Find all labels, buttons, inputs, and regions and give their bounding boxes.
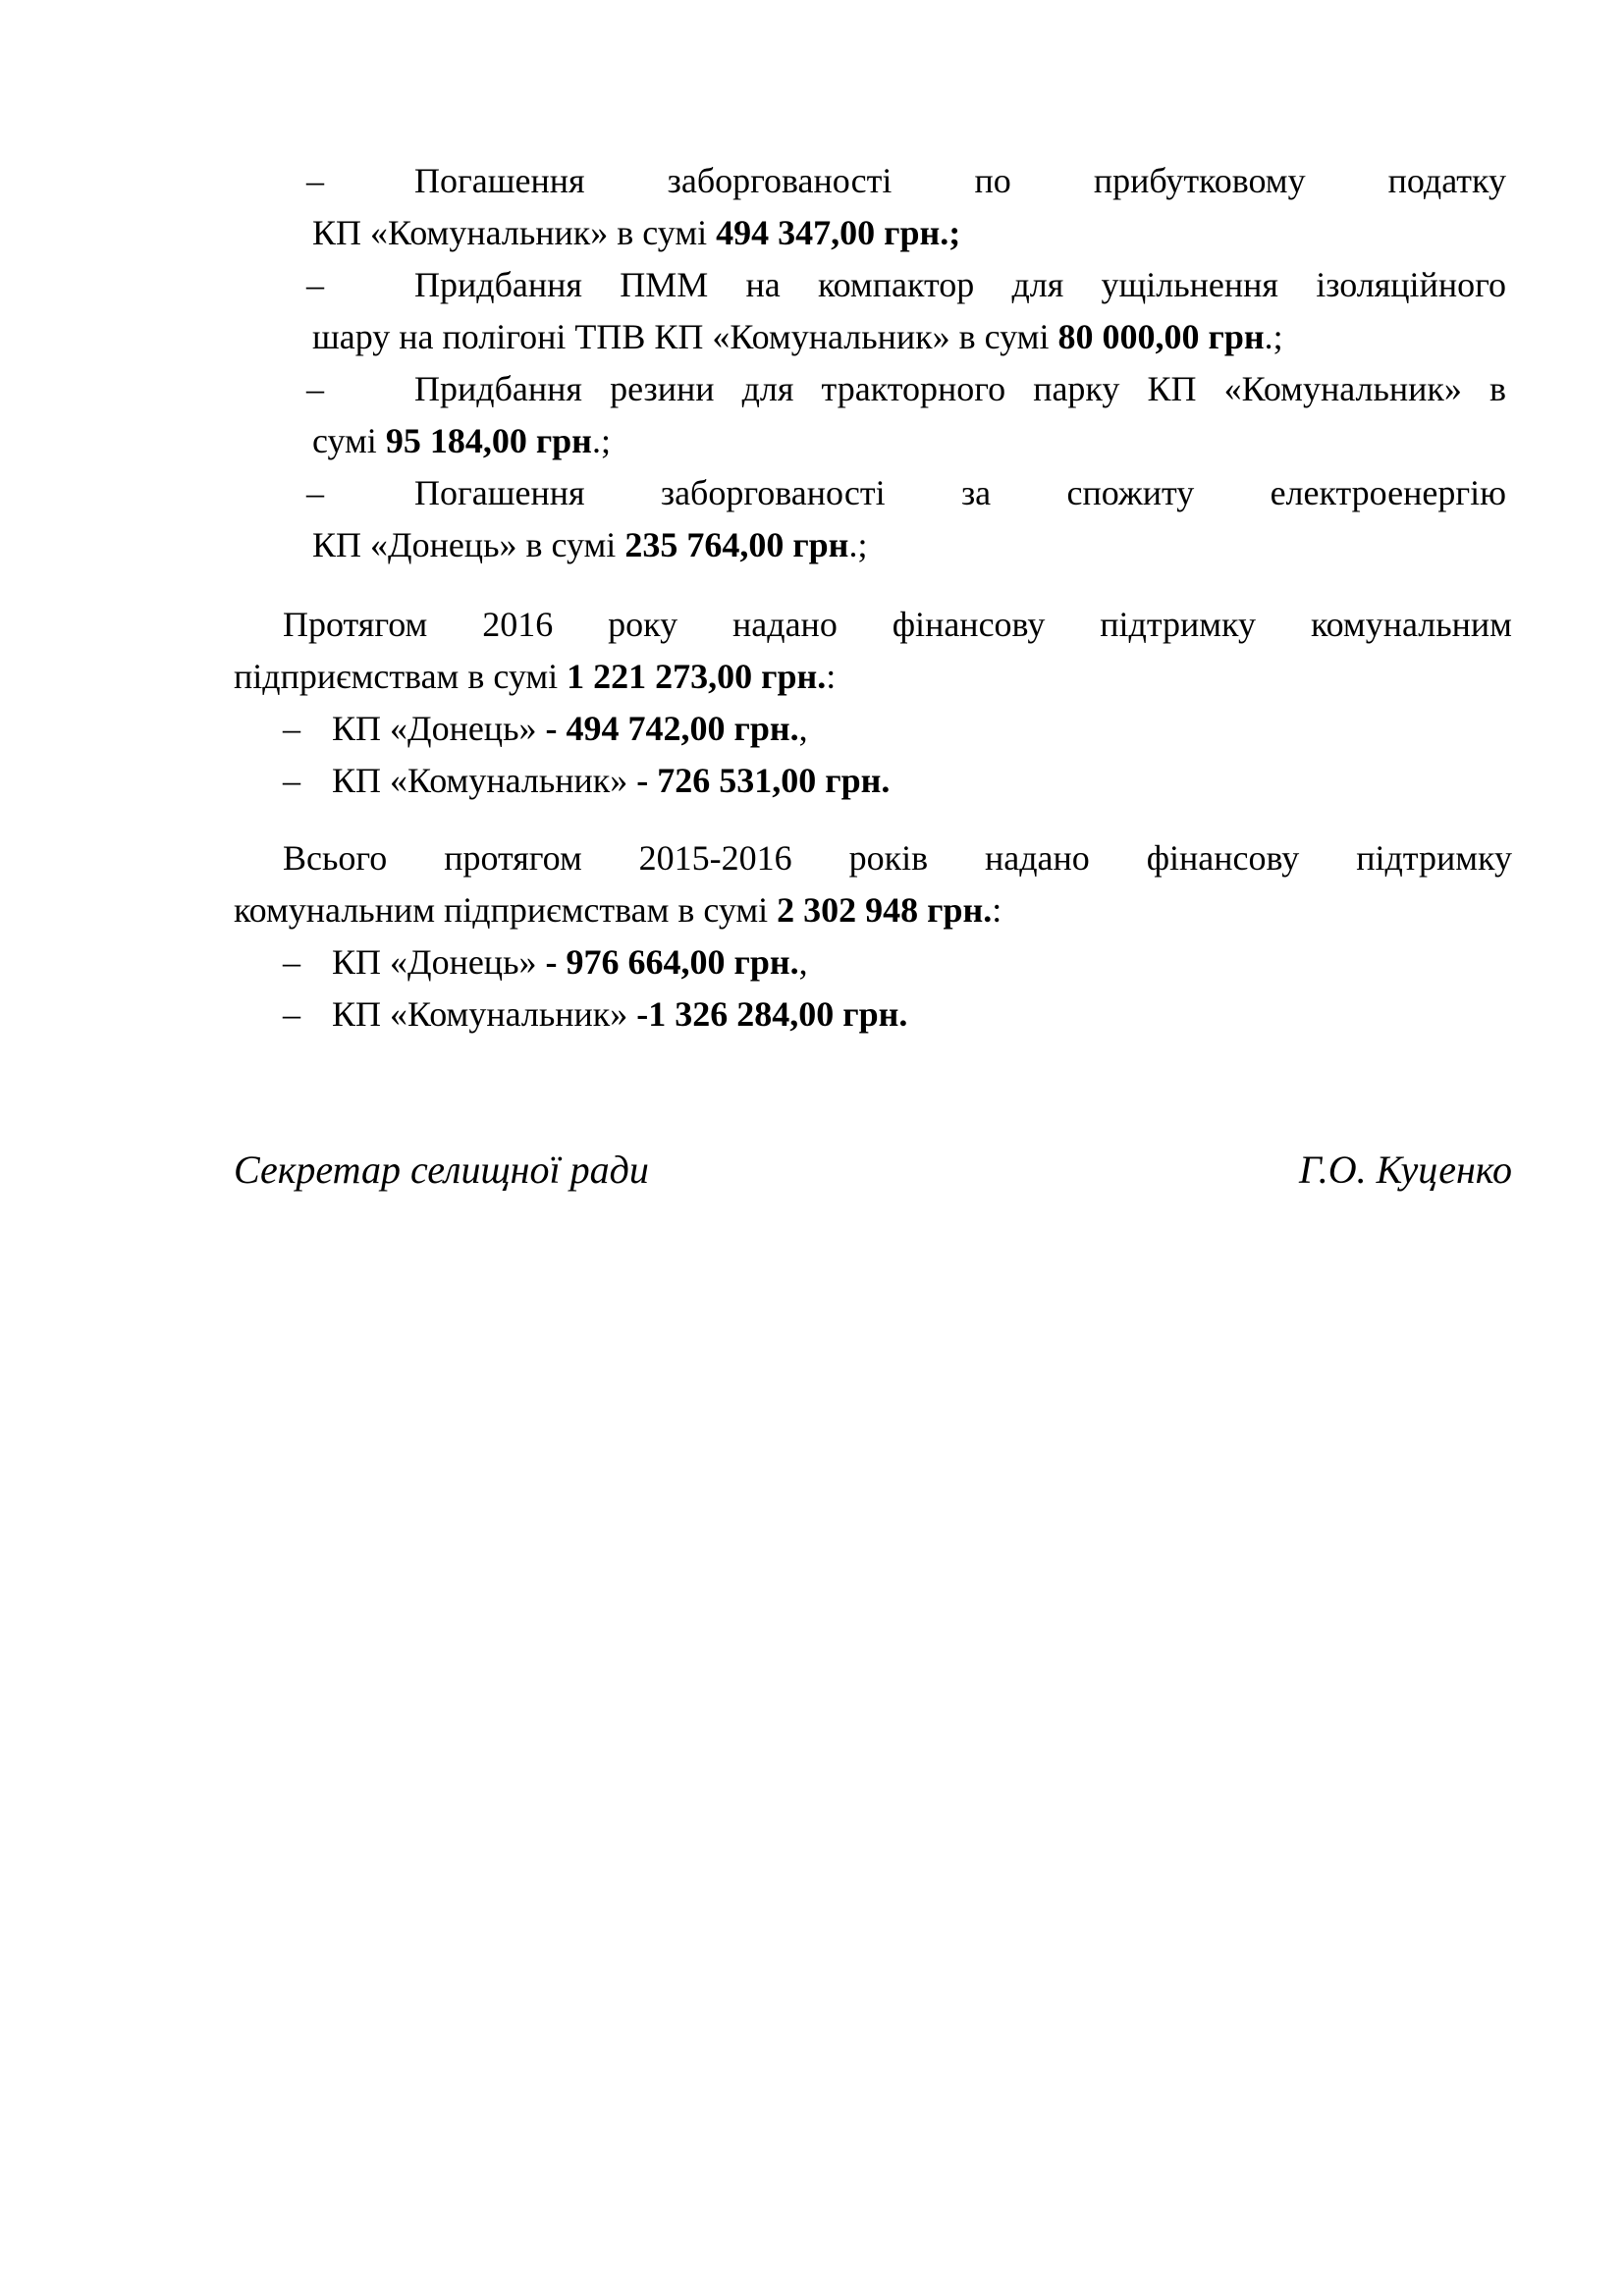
word: ПММ xyxy=(620,265,709,304)
signatory-title: Секретар селищної ради xyxy=(234,1148,649,1192)
paragraph-continuation: комунальним підприємствам в сумі 2 302 948 грн.: xyxy=(234,890,1002,930)
word: електроенергію xyxy=(1270,473,1506,512)
word: по xyxy=(974,161,1011,200)
word: року xyxy=(608,605,678,644)
word: ущільнення xyxy=(1101,265,1278,304)
list-dash: – xyxy=(306,369,324,408)
word: парку xyxy=(1033,369,1120,408)
word: фінансову xyxy=(1146,838,1300,878)
word: фінансову xyxy=(892,605,1046,644)
word: тракторного xyxy=(821,369,1006,408)
word: в xyxy=(1489,369,1506,408)
list-item: – КП «Донець» - 494 742,00 грн., xyxy=(234,703,1512,755)
amount: - 726 531,00 грн. xyxy=(627,761,891,800)
list-dash: – xyxy=(283,942,300,982)
list-item-continuation: сумі 95 184,00 грн.; xyxy=(312,421,611,460)
list-dash: – xyxy=(306,161,324,200)
word: заборгованості xyxy=(667,161,893,200)
word: підтримку xyxy=(1100,605,1257,644)
list-item-continuation: шару на полігоні ТПВ КП «Комунальник» в сумі 80 000,00 грн.; xyxy=(312,317,1283,356)
signatory-name: Г.О. Куценко xyxy=(1298,1148,1512,1192)
word: підтримку xyxy=(1356,838,1512,878)
list-item xyxy=(306,155,1512,259)
word: заборгованості xyxy=(660,473,886,512)
word: надано xyxy=(984,838,1090,878)
word: Погашення xyxy=(414,161,585,200)
word: ізоляційного xyxy=(1316,265,1506,304)
list-dash: – xyxy=(306,473,324,512)
word: Погашення xyxy=(414,473,585,512)
list-item xyxy=(306,363,1512,467)
word: для xyxy=(741,369,794,408)
support-total-paragraph xyxy=(234,832,1512,1041)
word: Протягом xyxy=(283,605,428,644)
amount: - 494 742,00 грн. xyxy=(536,709,799,748)
list-item: – КП «Донець» - 976 664,00 грн., xyxy=(234,936,1512,988)
list-item-continuation: КП «Комунальник» в сумі 494 347,00 грн.; xyxy=(312,213,961,252)
amount: 80 000,00 грн xyxy=(1057,317,1265,356)
word: КП xyxy=(1147,369,1197,408)
word: за xyxy=(960,473,992,512)
list-dash: – xyxy=(306,265,324,304)
word: для xyxy=(1011,265,1064,304)
expense-list xyxy=(306,155,1512,571)
list-item xyxy=(306,259,1512,363)
word: Всього xyxy=(283,838,388,878)
list-item xyxy=(306,467,1512,571)
amount: 494 347,00 грн.; xyxy=(716,213,961,252)
word: надано xyxy=(732,605,838,644)
support-2016-paragraph xyxy=(234,599,1512,807)
amount: 235 764,00 грн xyxy=(624,525,849,564)
amount: - 976 664,00 грн. xyxy=(536,942,799,982)
amount: 1 221 273,00 грн. xyxy=(567,657,827,696)
word: комунальним xyxy=(1310,605,1512,644)
word: 2015-2016 xyxy=(638,838,792,878)
amount: 95 184,00 грн xyxy=(385,421,592,460)
word: компактор xyxy=(817,265,975,304)
word: Придбання xyxy=(414,265,582,304)
word: років xyxy=(848,838,929,878)
list-item: – КП «Комунальник» -1 326 284,00 грн. xyxy=(234,988,1512,1041)
list-item: – КП «Комунальник» - 726 531,00 грн. xyxy=(234,755,1512,807)
word: податку xyxy=(1387,161,1506,200)
amount: 2 302 948 грн. xyxy=(777,890,993,930)
word: на xyxy=(745,265,781,304)
word: «Комунальник» xyxy=(1223,369,1462,408)
word: протягом xyxy=(444,838,582,878)
paragraph-continuation: підприємствам в сумі 1 221 273,00 грн.: xyxy=(234,657,837,696)
list-dash: – xyxy=(283,994,300,1034)
word: спожиту xyxy=(1066,473,1195,512)
word: 2016 xyxy=(482,605,554,644)
list-dash: – xyxy=(283,709,300,748)
list-item-continuation: КП «Донець» в сумі 235 764,00 грн.; xyxy=(312,525,868,564)
word: резини xyxy=(610,369,715,408)
word: прибутковому xyxy=(1093,161,1306,200)
signature-block xyxy=(234,1143,1512,1198)
amount: -1 326 284,00 грн. xyxy=(627,994,908,1034)
word: Придбання xyxy=(414,369,582,408)
list-dash: – xyxy=(283,761,300,800)
